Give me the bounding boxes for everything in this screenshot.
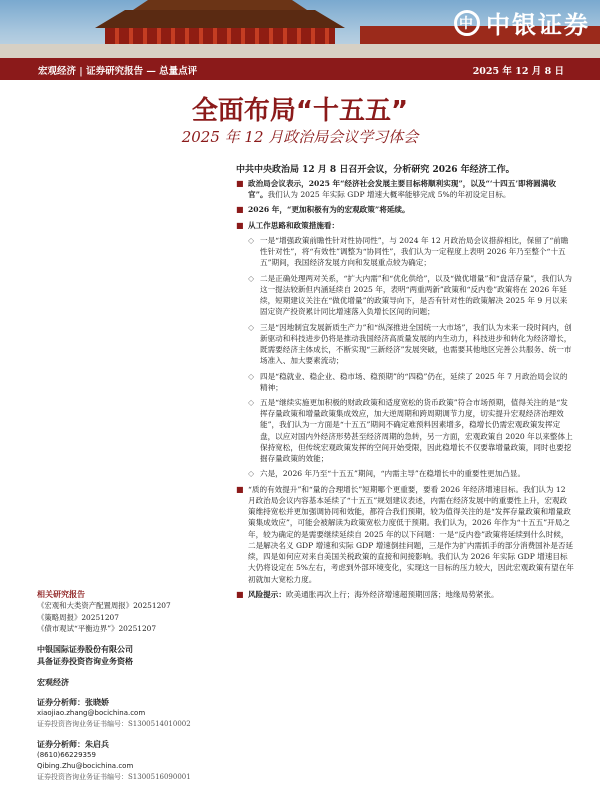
brand-logo [454,5,590,40]
sub-bullet-icon: ◇ [248,469,255,479]
sub-bullet-icon: ◇ [248,273,255,283]
analyst-email[interactable]: Qibing.Zhu@bocichina.com [37,762,134,771]
related-report-link[interactable]: 《策略周报》20251207 [37,612,119,622]
related-report-link[interactable]: 《宏观和大类资产配置周报》20251207 [37,601,171,611]
sub-bullet-item [248,371,574,393]
sub-bullet-text: 六是，2026 年乃至“十五五”期间，“内需主导”在稳增长中的重要性更加凸显。 [260,469,526,479]
square-bullet-icon: ■ [236,179,244,188]
report-subtitle: 2025 年 12 月政治局会议学习体会 [181,128,419,146]
related-reports-heading: 相关研究报告 [37,589,85,599]
risk-label: 风险提示： [248,589,286,599]
header-banner [0,0,600,58]
sub-bullet-item [248,235,574,269]
analyst-name: 证券分析师：朱启兵 [37,739,109,750]
sub-bullet-icon: ◇ [248,371,255,381]
sub-bullet-text: 一是“增强政策前瞻性针对性协同性”，与 2024 年 12 月政治局会议措辞相比，保留了“前瞻性针对性”，将“有效性”调整为“协同性”，我们认为一定程度上表明 2026 年乃至整个“十五五”期间，我国经济发展方向和发展重点较为确定； [260,235,569,268]
sub-bullet-text: 二是正确处理两对关系，“扩大内需”和“优化供给”，以及“做优增量”和“盘活存量”，我们认为这一提法较新但内涵延续自 2025 年，表明“两重两新”政策和“反内卷”政策将在 2026 年延续，短期建议关注在“做优增量”的政策导向下，是否有针对性的政策解决 2025 年 9 月以来固定资产投资累计同比增速落入负增长区间的问题； [260,273,573,317]
report-title: 全面布局“十五五” [191,96,409,126]
palace-base [0,44,600,58]
sub-bullet-item [248,397,574,464]
sub-bullet-icon: ◇ [248,322,255,332]
bullet-item [236,484,574,585]
analyst-license: 证券投资咨询业务证书编号：S1300514010002 [37,720,191,729]
analyst-license: 证券投资咨询业务证书编号：S1300516090001 [37,773,191,782]
sub-bullet-text: 四是“稳就业、稳企业、稳市场、稳预期”的“四稳”仍在，延续了 2025 年 7 月政治局会议的精神； [260,371,568,392]
bullet-bold: 2026 年，“更加积极有为的宏观政策”将延续。 [248,205,410,215]
report-tag-bar [0,58,600,80]
bullet-text: “质的有效提升”和“量的合理增长”短期哪个更重要，要看 2026 年经济增速目标。我们认为 12 月政治局会议内容基本延续了“十五五”规划建议表述，内需在经济发展中的重要性上升，宏观政策维持宽松并更加强调协同和效能，都符合我们预期，较为值得关注的是“发挥存量政策和增量政策集成效应”，可能会被解读为政策宽松力度低于预期。我们认为，2026 年作为“十五五”开局之年，较为确定的是需要继续延续自 2025 年的以下问题：一是“反内卷”政策将延续到什么时候，二是解决名义 GDP 增速和实际 GDP 增速倒挂问题，三是作为扩内需抓手的部分消费国补是否延续，四是如何应对来自美国关税政策的直接和间接影响。我们认为 2026 年实际 GDP 增速目标大仍将设定在 5%左右，考虑到外部环境变化，实现这一目标的压力较大，因此宏观政策有望在年初就加大宽松力度。 [248,484,574,584]
square-bullet-icon: ■ [236,205,244,215]
square-bullet-icon: ■ [236,220,244,230]
analyst-email[interactable]: xiaojiao.zhang@bocichina.com [37,709,146,718]
category: 宏观经济 [37,676,69,687]
company-name: 中银国际证券股份有限公司 [37,643,133,654]
report-date: 2025 年 12 月 8 日 [472,66,564,77]
bullet-item [236,178,574,200]
sub-bullet-text: 五是“继续实施更加积极的财政政策和适度宽松的货币政策”符合市场预期，值得关注的是“发挥存量政策和增量政策集成效应，加大逆周期和跨周期调节力度，切实提升宏观经济治理效能”，我们认为一方面是“十五五”期间不确定难预料因素增多，稳增长仍需宏观政策发挥定盘，以应对国内外经济形势甚至经济周期的急转，另一方面，宏观政策自 2020 年以来整体上保持宽松，但传统宏观政策发挥的空间开始受限，因此稳增长不仅要靠增量政策，同时也要挖掘存量政策的效能； [260,397,573,464]
summary-line: 中共中央政治局 12 月 8 日召开会议，分析研究 2026 年经济工作。 [236,165,515,175]
sub-bullet-icon: ◇ [248,397,255,407]
bullet-bold: 政治局会议表示，2025 年“经济社会发展主要目标将顺利实现”，以及“‘十四五’即将圆满收官”。 [248,179,556,200]
sub-bullet-item [248,273,574,318]
sub-bullet-icon: ◇ [248,235,255,245]
related-report-link[interactable]: 《债市观试“平衡边界”》20251207 [37,624,157,634]
sub-bullet-item [248,468,574,479]
brand-name: 中银证券 [486,11,590,39]
risk-item [236,589,574,600]
risk-text: 欧美通胀再次上行；海外经济增速超预期回落；地缘局势紧张。 [285,589,499,599]
square-bullet-icon: ■ [236,484,244,494]
sub-bullet-text: 三是“因地制宜发展新质生产力”和“纵深推进全国统一大市场”，我们认为未来一段时间内，创新驱动和科技进步仍将是推动我国经济高质量发展的内生动力，科技进步和转化为经济增长，既需要经济主体成长，不断实现“三新经济”发展突破，也需要其他地区完善公共服务、统一市场准入、加大要素流动； [260,322,572,366]
bullet-item [236,204,574,215]
bank-logo-icon: 中 [454,10,480,36]
report-tags: 宏观经济 | 证券研究报告 — 总量点评 [38,66,198,77]
analyst-phone: (8610)66229359 [37,751,96,760]
bullet-bold: 从工作思路和政策措施看： [248,220,340,230]
sub-bullet-item [248,322,574,367]
qualification: 具备证券投资咨询业务资格 [37,656,133,667]
bullet-text: 我们认为 2025 年实际 GDP 增速大概率能够完成 5%的年初设定目标。 [267,190,511,200]
bullet-item [236,220,574,231]
sidebar [37,588,227,783]
palace-roof [95,10,345,28]
report-body [236,178,574,604]
square-bullet-icon: ■ [236,589,244,599]
analyst-name: 证券分析师：张晓娇 [37,696,109,707]
